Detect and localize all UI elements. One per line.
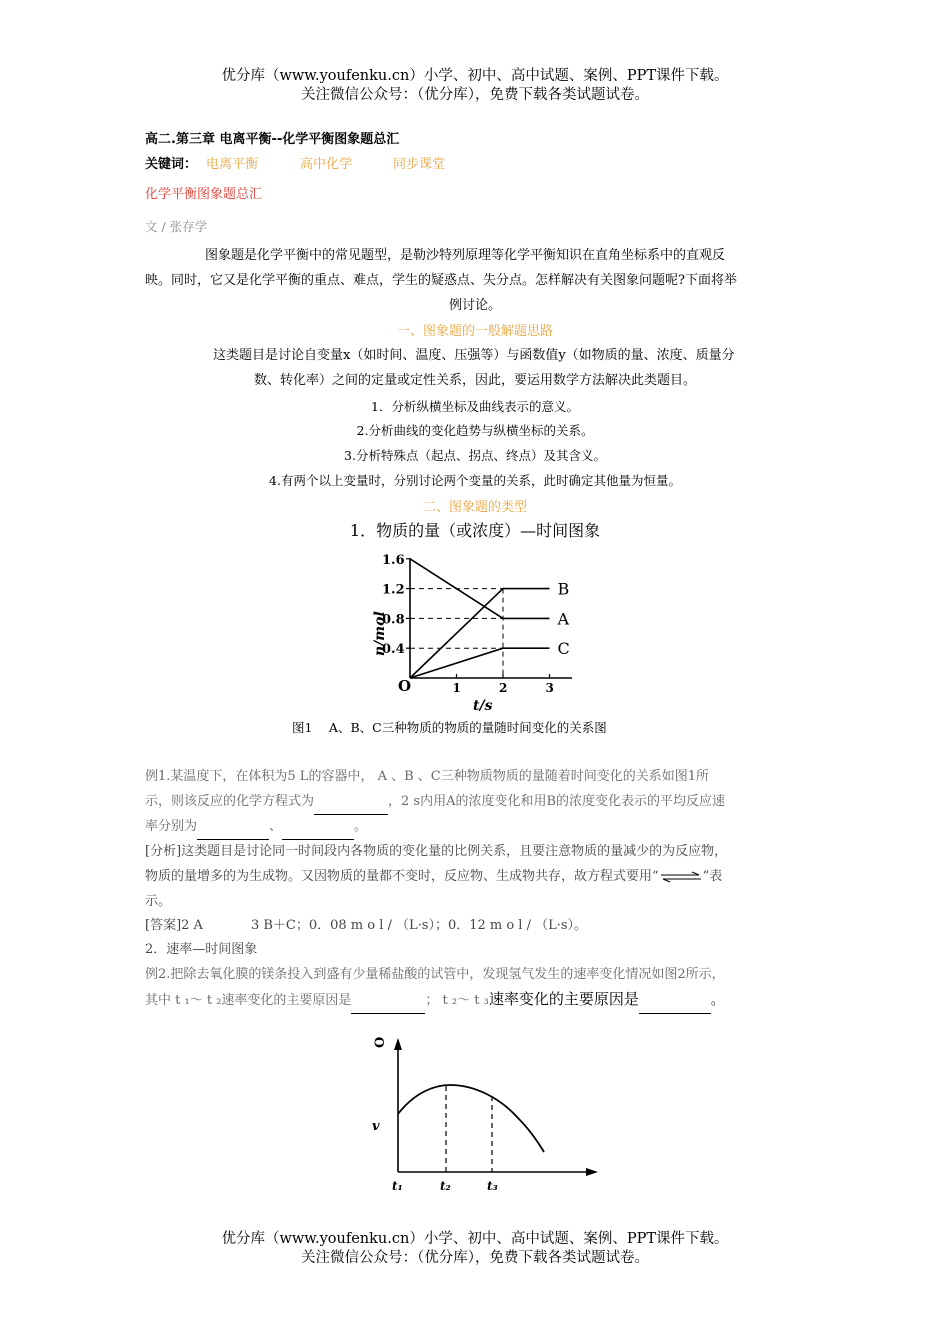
analysis-line-2b: ”表 xyxy=(702,869,723,884)
ex2-line-2d: 。 xyxy=(710,993,724,1008)
figure-1-chart xyxy=(360,548,595,713)
x-tick-t2: t₂ xyxy=(440,1179,451,1193)
step-1: 1．分析纵横坐标及曲线表示的意义。 xyxy=(371,399,579,414)
ex1-blank-equation[interactable] xyxy=(314,789,388,815)
intro-line-1: 图象题是化学平衡中的常见题型，是勒沙特列原理等化学平衡知识在直角坐标系中的直观反 xyxy=(205,248,726,263)
intro-line-3: 例讨论。 xyxy=(448,298,501,313)
ex1-line-3b: 、 xyxy=(269,819,283,834)
ex1-line-2b: ，2 s内用A的浓度变化和用B的浓度变化表示的平均反应速 xyxy=(388,794,726,809)
x-tick-label: 2 xyxy=(499,681,508,695)
section-heading-2: 二、图象题的类型 xyxy=(422,500,527,515)
ex2-blank-reason-2[interactable] xyxy=(639,988,711,1014)
x-axis-label: t/s xyxy=(473,698,493,713)
equilibrium-arrow-icon xyxy=(659,871,703,883)
site-header-line2: 关注微信公众号：（优分库），免费下载各类试题试卷。 xyxy=(301,87,649,103)
section-red-title: 化学平衡图象题总汇 xyxy=(145,187,263,202)
ex1-line-1: 例1.某温度下，在体积为5 L的容器中， A 、B 、C三种物质物质的量随着时间变化的关系如图1所 xyxy=(145,769,709,784)
series-label-B: B xyxy=(557,579,570,599)
analysis-line-2 xyxy=(145,864,722,889)
article-title: 高二.第三章 电离平衡--化学平衡图象题总汇 xyxy=(145,132,400,147)
series-line-B xyxy=(410,589,550,678)
y-axis-label: v xyxy=(372,1119,380,1134)
x-tick-t1: t₁ xyxy=(392,1179,403,1193)
figure-1-caption: 图1 A、B、C三种物质的物质的量随时间变化的关系图 xyxy=(292,720,607,735)
intro-line-2: 映。同时，它又是化学平衡的重点、难点，学生的疑惑点、失分点。怎样解决有关图象问题呢?下面将举 xyxy=(145,273,737,288)
analysis-line-1: [分析]这类题目是讨论同一时间段内各物质的变化量的比例关系，且要注意物质的量减少的为反应物， xyxy=(145,844,728,859)
series-label-A: A xyxy=(557,609,570,629)
subheading-1: 1．物质的量（或浓度）—时间图象 xyxy=(349,521,601,540)
keyword-link-2[interactable]: 高中化学 xyxy=(300,157,353,172)
site-footer-line2: 关注微信公众号：（优分库），免费下载各类试题试卷。 xyxy=(301,1250,649,1266)
ex2-line-2a: 其中 t ₁～ t ₂速率变化的主要原因是 xyxy=(145,993,352,1008)
answer-line xyxy=(145,913,587,938)
s1-para-line-2: 数、转化率）之间的定量或定性关系，因此，要运用数学方法解决此类题目。 xyxy=(253,373,696,388)
analysis-line-2a: 物质的量增多的为生成物。又因物质的量都不变时，反应物、生成物共存，故方程式要用“ xyxy=(145,869,659,884)
keywords-label: 关键词： xyxy=(145,157,198,172)
series-line-C xyxy=(410,648,550,678)
author-line: 文 / 张存学 xyxy=(145,219,208,234)
x-tick-label: 1 xyxy=(452,681,461,695)
x-axis-arrow-icon xyxy=(586,1168,598,1176)
x-tick-t3: t₃ xyxy=(487,1179,498,1193)
ex1-line-3 xyxy=(145,814,367,840)
ex1-line-3c: 。 xyxy=(354,819,368,834)
analysis-line-3: 示。 xyxy=(145,894,172,909)
ex2-blank-reason-1[interactable] xyxy=(351,988,425,1014)
answer-part-a: [答案]2 A xyxy=(145,918,203,933)
keyword-link-1[interactable]: 电离平衡 xyxy=(206,157,259,172)
step-4: 4.有两个以上变量时，分别讨论两个变量的关系，此时确定其他量为恒量。 xyxy=(269,473,681,488)
y-tick-label: 0.8 xyxy=(382,612,405,628)
y-axis-label: n/mol xyxy=(372,611,388,656)
y-tick-label: 1.6 xyxy=(382,552,405,568)
subheading-2: 2．速率—时间图象 xyxy=(145,942,258,957)
answer-part-b: 3 B＋C；0．08 m o l / （L·s）；0．12 m o l / （L·s）。 xyxy=(250,918,588,933)
y-tick-label: 0.4 xyxy=(382,642,405,658)
ex1-line-2a: 示，则该反应的化学方程式为 xyxy=(145,794,315,809)
ex2-line-2 xyxy=(145,987,724,1014)
step-3: 3.分析特殊点（起点、拐点、终点）及其含义。 xyxy=(344,448,606,463)
top-label: O xyxy=(373,1036,388,1048)
step-2: 2.分析曲线的变化趋势与纵横坐标的关系。 xyxy=(356,423,594,438)
origin-label: O xyxy=(398,677,412,695)
s1-para-line-1: 这类题目是讨论自变量x（如时间、温度、压强等）与函数值y（如物质的量、浓度、质量分 xyxy=(213,348,735,363)
ex2-line-1: 例2.把除去氧化膜的镁条投入到盛有少量稀盐酸的试管中，发现氢气发生的速率变化情况如图2所示， xyxy=(145,967,725,982)
site-header-line1: 优分库（www.youfenku.cn）小学、初中、高中试题、案例、PPT课件下载。 xyxy=(221,68,729,84)
section-heading-1: 一、图象题的一般解题思路 xyxy=(396,324,553,339)
rate-curve xyxy=(398,1085,544,1152)
site-footer-line1: 优分库（www.youfenku.cn）小学、初中、高中试题、案例、PPT课件下载。 xyxy=(221,1231,729,1247)
ex1-line-3a: 率分别为 xyxy=(145,819,198,834)
ex2-line-2c: 速率变化的主要原因是 xyxy=(488,990,639,1008)
x-tick-label: 3 xyxy=(545,681,554,695)
series-label-C: C xyxy=(557,639,570,659)
ex2-line-2b: ； t ₂～ t ₃ xyxy=(425,993,489,1008)
ex1-blank-rate-b[interactable] xyxy=(282,814,354,840)
y-tick-label: 1.2 xyxy=(382,582,405,598)
y-axis-arrow-icon xyxy=(394,1038,402,1050)
ex1-blank-rate-a[interactable] xyxy=(197,814,269,840)
keyword-link-3[interactable]: 同步课堂 xyxy=(393,157,446,172)
figure-2-chart xyxy=(360,1030,600,1198)
ex1-line-2 xyxy=(145,789,725,815)
